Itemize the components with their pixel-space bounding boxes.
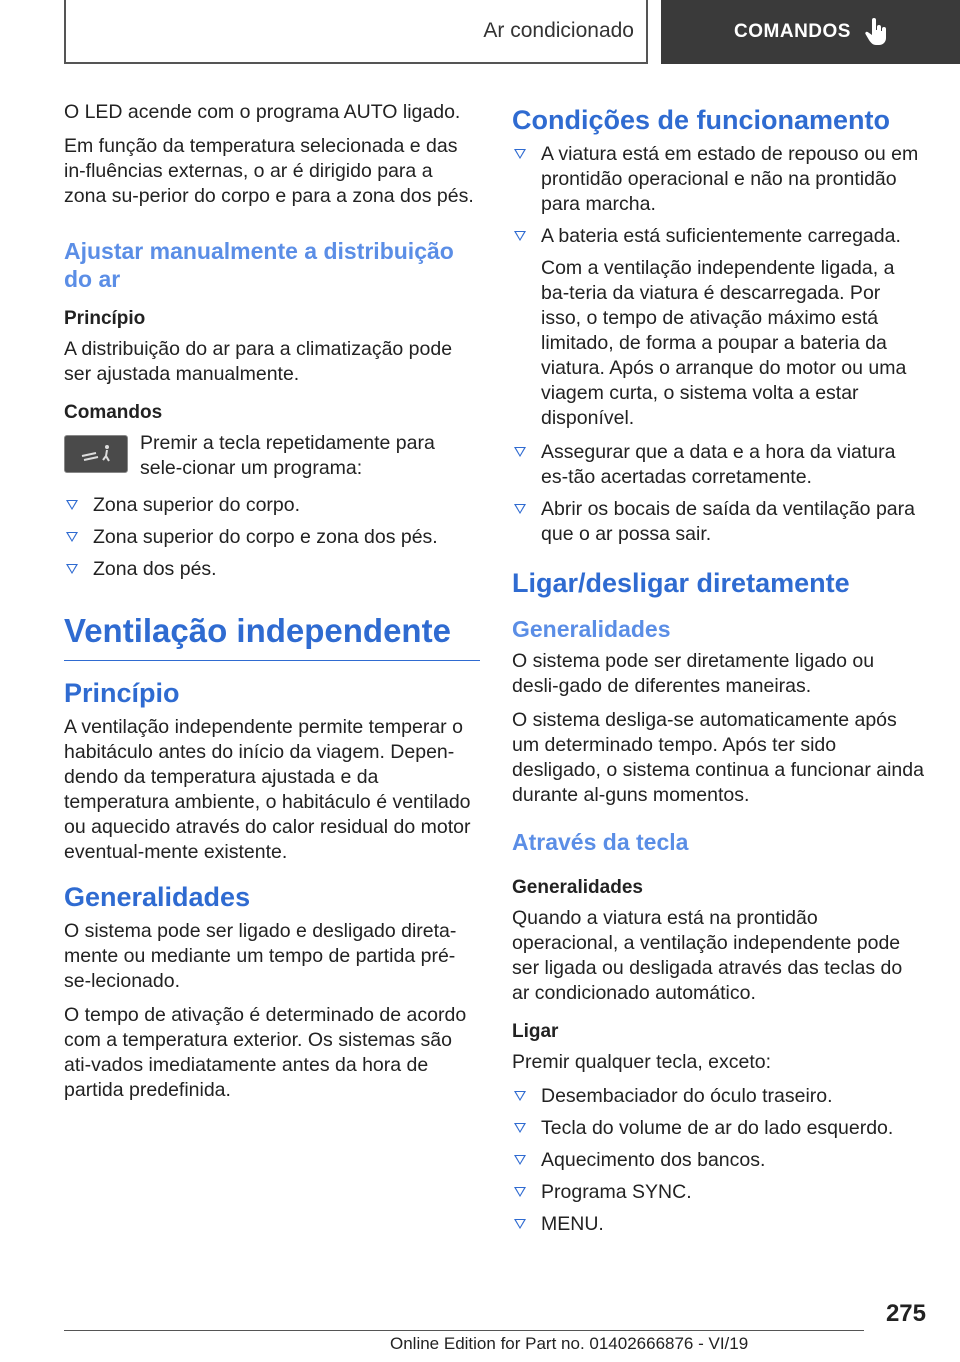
paragraph: A distribuição do ar para a climatização pode ser ajustada manualmente. — [64, 338, 453, 385]
heading-principle-small: Princípio — [64, 308, 146, 329]
triangle-bullet-icon — [66, 500, 78, 510]
list-item: Tecla do volume de ar do lado esquerdo. — [512, 1116, 924, 1141]
left-column — [64, 100, 480, 1112]
list-item: MENU. — [512, 1212, 924, 1237]
paragraph: Quando a viatura está na prontidão operacional, a ventilação independente pode ser ligada ou desligada através das teclas do ar condicionado automático. — [512, 907, 903, 1004]
heading-general: Generalidades — [512, 616, 671, 642]
list-item: A viatura está em estado de repouso ou em prontidão operacional e não na prontidão para marcha. — [512, 142, 924, 217]
control-description — [64, 431, 480, 481]
list-item: Assegurar que a data e a hora da viatura es‐tão acertadas corretamente. — [512, 440, 924, 490]
list-item: A bateria está suficientemente carregada. — [512, 224, 924, 249]
triangle-bullet-icon — [66, 532, 78, 542]
triangle-bullet-icon — [66, 564, 78, 574]
heading-via-button: Através da tecla — [512, 829, 689, 855]
list-item: Zona dos pés. — [64, 557, 480, 582]
paragraph: O sistema pode ser ligado e desligado direta‐mente ou mediante um tempo de partida pré-se‐lecionado. — [64, 920, 457, 992]
battery-note: Com a ventilação independente ligada, a ba‐teria da viatura é descarregada. Por isso, o tempo de ativação máximo está limitado, de forma a poupar a bateria da viatura. Após o arranque do motor ou uma viagem curta, o sistema volta a estar disponível. — [541, 257, 907, 429]
section-title: Ar condicionado — [483, 19, 634, 42]
heading-operating-conditions: Condições de funcionamento — [512, 105, 891, 135]
chapter-tab — [661, 0, 960, 64]
triangle-bullet-icon — [514, 1123, 526, 1133]
list-item: Programa SYNC. — [512, 1180, 924, 1205]
heading-manual-distribution: Ajustar manualmente a distribuição do ar — [64, 238, 454, 292]
list-item: Zona superior do corpo. — [64, 493, 480, 518]
triangle-bullet-icon — [514, 149, 526, 159]
triangle-bullet-icon — [514, 1187, 526, 1197]
footer-divider — [64, 1330, 864, 1331]
triangle-bullet-icon — [514, 1155, 526, 1165]
list-item: Zona superior do corpo e zona dos pés. — [64, 525, 480, 550]
paragraph: Premir qualquer tecla, exceto: — [512, 1051, 772, 1073]
paragraph: Em função da temperatura selecionada e das in‐fluências externas, o ar é dirigido para a zona su‐perior do corpo e para a zona dos pés. — [64, 135, 474, 207]
air-distribution-button-icon — [64, 435, 128, 473]
paragraph: O sistema desliga-se automaticamente após um determinado tempo. Após ter sido desligado, o sistema continua a funcionar ainda durante al‐guns momentos. — [512, 709, 924, 806]
paragraph: A ventilação independente permite temperar o habitáculo antes do início da viagem. Depen‐dendo da temperatura ajustada e da temperatura ambiente, o habitáculo é ventilado ou aquecido através do calor residual do motor eventual‐mente existente. — [64, 716, 471, 863]
heading-independent-ventilation: Ventilação independente — [64, 612, 480, 661]
program-list — [64, 493, 480, 582]
triangle-bullet-icon — [514, 1091, 526, 1101]
paragraph: O tempo de ativação é determinado de acordo com a temperatura exterior. Os sistemas são ati‐vados imediatamente antes da hora de partida predefinida. — [64, 1004, 467, 1101]
heading-general: Generalidades — [64, 882, 251, 912]
heading-general-small: Generalidades — [512, 877, 643, 898]
control-text: Premir a tecla repetidamente para sele‐cionar um programa: — [140, 432, 435, 479]
exceptions-list — [512, 1084, 924, 1237]
page-number: 275 — [885, 1300, 926, 1327]
page-header — [0, 0, 960, 66]
list-item: Aquecimento dos bancos. — [512, 1148, 924, 1173]
heading-controls: Comandos — [64, 402, 163, 423]
list-item: Abrir os bocais de saída da ventilação para que o ar possa sair. — [512, 497, 924, 547]
triangle-bullet-icon — [514, 1219, 526, 1229]
conditions-list-continued — [512, 440, 924, 547]
chapter-title: COMANDOS — [734, 21, 851, 42]
heading-direct-switch: Ligar/desligar diretamente — [512, 568, 850, 598]
list-item: Desembaciador do óculo traseiro. — [512, 1084, 924, 1109]
heading-principle: Princípio — [64, 678, 180, 708]
heading-switch-on: Ligar — [512, 1021, 559, 1042]
section-tab — [64, 0, 648, 64]
hand-pointer-icon — [865, 18, 887, 46]
right-column — [512, 100, 924, 1244]
paragraph: O LED acende com o programa AUTO ligado. — [64, 101, 461, 123]
triangle-bullet-icon — [514, 231, 526, 241]
triangle-bullet-icon — [514, 447, 526, 457]
edition-note: Online Edition for Part no. 01402666876 - VI/19 — [390, 1334, 749, 1353]
triangle-bullet-icon — [514, 504, 526, 514]
paragraph: O sistema pode ser diretamente ligado ou desli‐gado de diferentes maneiras. — [512, 650, 875, 697]
conditions-list — [512, 142, 924, 249]
